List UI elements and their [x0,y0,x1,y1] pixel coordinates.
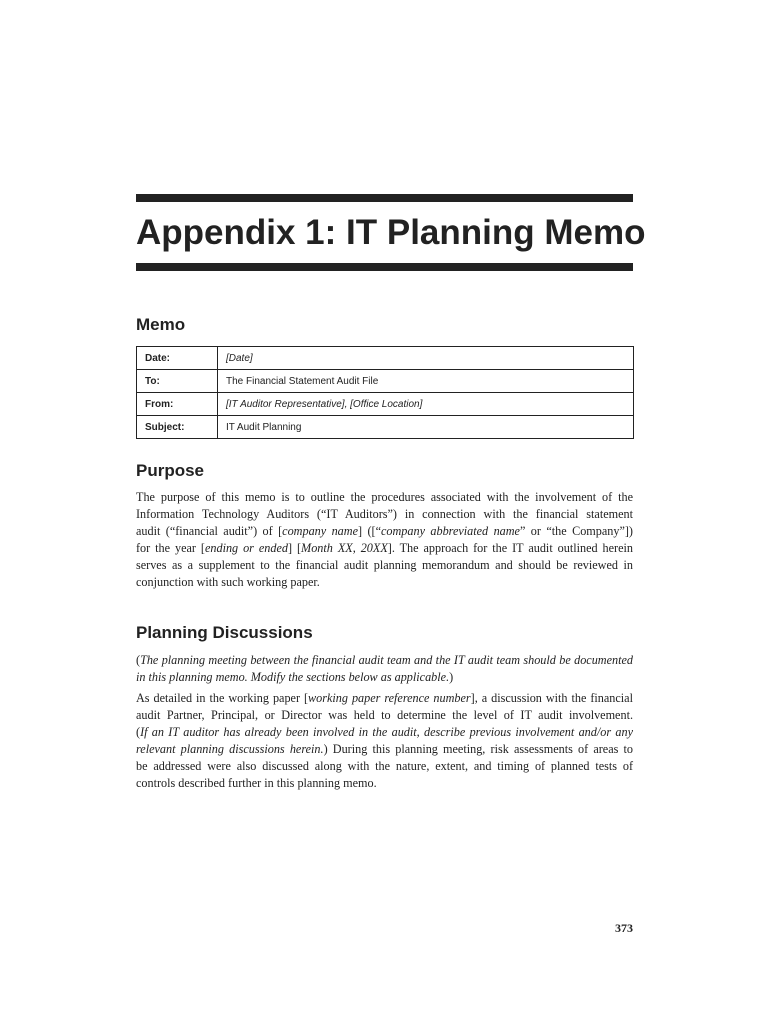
memo-value-text: [IT Auditor Representative], [Office Location] [226,398,423,410]
memo-value [218,347,634,370]
planning-note-paragraph [136,652,633,686]
page-number: 373 [615,921,633,935]
text-run: ” or “the Company”]) [519,524,633,538]
paragraph-line [136,523,633,540]
memo-label: Date: [137,347,218,370]
paragraph-line [136,489,633,506]
italic-placeholder: working paper reference number [308,691,471,705]
title-rule-bottom [136,263,633,271]
memo-value-text: [Date] [226,352,253,364]
text-run: be addressed were also discussed along with the nature, extent, and timing of planned tests of [136,759,633,773]
text-run: ) During this planning meeting, risk assessments of areas to [323,742,633,756]
italic-instruction: If an IT auditor has already been involved in the audit, describe previous involvement and/or any [140,725,633,739]
paragraph-line [136,724,633,741]
title-rule-top [136,194,633,202]
paragraph-line [136,574,633,591]
planning-discussions-heading: Planning Discussions [136,623,313,642]
memo-row-subject [137,416,634,439]
italic-instruction: in this planning memo. Modify the sections below as applicable. [136,670,450,684]
text-run: As detailed in the working paper [ [136,691,309,705]
memo-value: The Financial Statement Audit File [218,370,634,393]
paragraph-line [136,506,633,523]
memo-label: Subject: [137,416,218,439]
memo-row-from [137,393,634,416]
text-run: conjunction with such working paper. [136,575,320,589]
text-run: ] [ [287,541,302,555]
paragraph-line [136,707,633,724]
paragraph-line [136,669,633,686]
paragraph-line [136,758,633,775]
paragraph-line [136,775,633,792]
memo-value: IT Audit Planning [218,416,634,439]
planning-detail-paragraph [136,690,633,792]
text-run: The purpose of this memo is to outline the procedures associated with the involvement of the [136,490,633,504]
text-run: audit (“financial audit”) of [ [136,524,283,538]
memo-value [218,393,634,416]
text-run: serves as a supplement to the financial audit planning memorandum and should be reviewed in [136,558,633,572]
text-run: ] ([“ [357,524,381,538]
text-run: ], a discussion with the financial [470,691,633,705]
text-run: ]. The approach for the IT audit outlined herein [387,541,633,555]
italic-placeholder: ending or ended [204,541,288,555]
paragraph-line [136,652,633,669]
paragraph-line [136,690,633,707]
memo-label: To: [137,370,218,393]
text-run: controls described further in this planning memo. [136,776,377,790]
italic-placeholder: company name [282,524,358,538]
text-run: audit Partner, Principal, or Director was held to determine the level of IT audit involvement. [136,708,633,722]
paragraph-line [136,557,633,574]
purpose-heading: Purpose [136,461,205,480]
italic-instruction: relevant planning discussions herein. [136,742,324,756]
purpose-paragraph [136,489,633,591]
italic-placeholder: Month XX, 20XX [301,541,388,555]
memo-row-date [137,347,634,370]
text-run: ( [136,653,141,667]
memo-heading: Memo [136,315,186,334]
text-run: ( [136,725,141,739]
italic-instruction: The planning meeting between the financial audit team and the IT audit team should be documented [140,653,633,667]
text-run: for the year [ [136,541,205,555]
chapter-title: Appendix 1: IT Planning Memo [136,213,646,252]
paragraph-line [136,540,633,557]
memo-table [136,346,634,439]
text-run: ) [449,670,454,684]
text-run: Information Technology Auditors (“IT Auditors”) in connection with the financial statement [136,507,633,521]
italic-placeholder: company abbreviated name [380,524,520,538]
memo-row-to [137,370,634,393]
memo-label: From: [137,393,218,416]
paragraph-line [136,741,633,758]
